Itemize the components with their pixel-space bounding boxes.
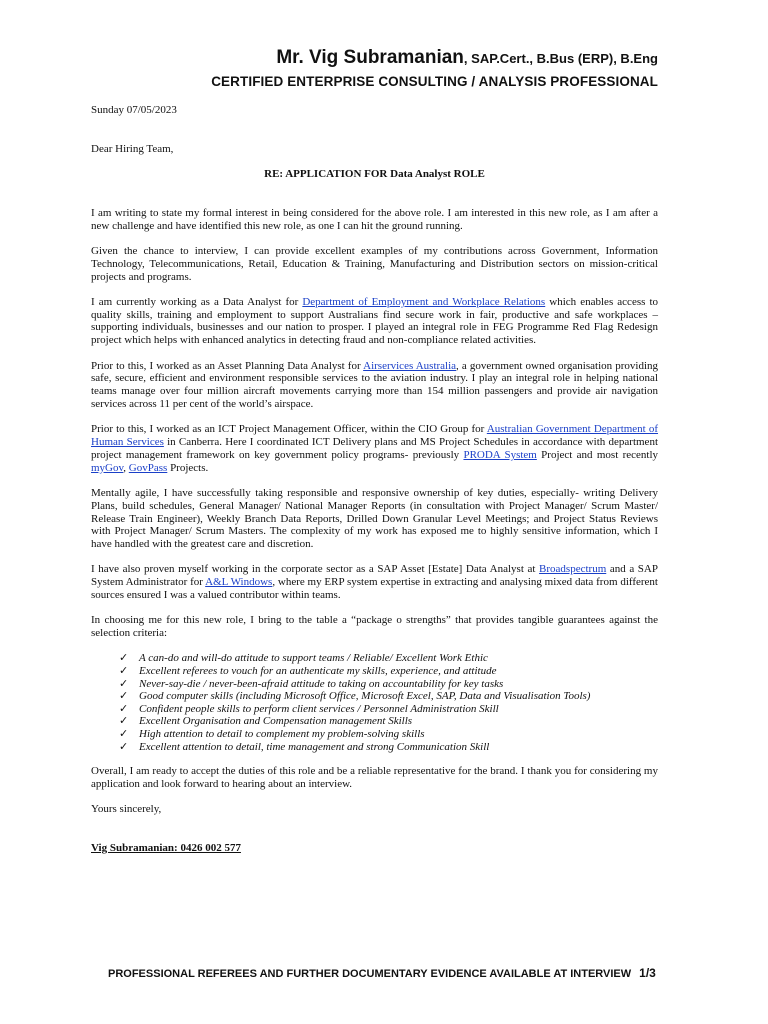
checkmark-icon: ✓: [119, 702, 129, 715]
strength-text: Never-say-die / never-been-afraid attitude to taking on accountability for key tasks: [139, 677, 504, 690]
link-human-services[interactable]: Australian Government Department of Human Services: [91, 423, 659, 449]
strength-text: Good computer skills (including Microsoft Office, Microsoft Excel, SAP, Data and Visualisation Tools): [139, 690, 591, 703]
text-run: Prior to this, I worked as an ICT Project Management Officer, within the CIO Group for: [91, 423, 487, 436]
list-item: [119, 715, 658, 728]
re-line: RE: APPLICATION FOR Data Analyst ROLE: [264, 168, 485, 181]
link-proda[interactable]: PRODA System: [463, 448, 537, 461]
page-footer: [108, 966, 656, 980]
list-item: [119, 690, 658, 703]
text-run: , a government owned organisation providing safe, secure, efficient and environment responsible services to the aviation industry. I play an integral role in helping national teams manage over four million aircraft movements carrying more than 154 million passengers and provide air navigation services across 11 per cent of the world’s airspace.: [91, 359, 658, 410]
text-run: Project and most recently: [536, 448, 659, 461]
paragraph-corporate: [91, 563, 658, 601]
strengths-list: [91, 652, 658, 753]
text-run: I have also proven myself working in the corporate sector as a SAP Asset [Estate] Data Analyst at: [91, 563, 540, 576]
text-run: Prior to this, I worked as an Asset Planning Data Analyst for: [91, 359, 364, 372]
strength-text: Excellent Organisation and Compensation management Skills: [139, 715, 413, 728]
list-item: [119, 741, 658, 754]
list-item: [119, 678, 658, 691]
letter-body: [91, 104, 658, 867]
checkmark-icon: ✓: [119, 740, 129, 753]
paragraph-intro: I am writing to state my formal interest in being considered for the above role. I am interested in this new role, as I am after a new challenge and have identified this new role, as one I can hit the ground running.: [91, 206, 658, 232]
paragraph-closing-statement: Overall, I am ready to accept the duties of this role and be a reliable representative for the brand. I thank you for considering my application and look forward to hearing about an interview.: [91, 765, 658, 790]
letterhead-name-line: [211, 46, 658, 71]
checkmark-icon: ✓: [119, 665, 129, 677]
applicant-name: Mr. Vig Subramanian: [276, 47, 464, 68]
strength-text: Excellent referees to vouch for an authenticate my skills, experience, and attitude: [139, 665, 497, 677]
signature: Vig Subramanian: 0426 002 577: [91, 842, 241, 855]
strength-text: A can-do and will-do attitude to support teams / Reliable/ Excellent Work Ethic: [139, 652, 488, 665]
page-number: 1/3: [639, 966, 656, 980]
list-item: [119, 728, 658, 741]
checkmark-icon: ✓: [119, 677, 129, 690]
text-run: which enables access to quality skills, training and employment to support Australians find secure work in fair, productive and safe workplaces – supporting individuals, businesses and our nation to prosper. I played an integral role in FEG Programme Red Flag Redesign project which helps with enhanced analytics in detecting fraud and non-compliance related activities.: [91, 295, 659, 347]
link-al-windows[interactable]: A&L Windows: [205, 576, 273, 589]
paragraph-airservices: [91, 360, 658, 411]
link-govpass[interactable]: GovPass: [128, 461, 168, 474]
text-run: Projects.: [167, 461, 209, 474]
text-run: in Canberra. Here I coordinated ICT Delivery plans and MS Project Schedules in accordance with department project management framework on key government policy programs- previously: [91, 436, 658, 461]
letter-date: Sunday 07/05/2023: [91, 104, 177, 116]
closing: Yours sincerely,: [91, 803, 162, 816]
checkmark-icon: ✓: [119, 690, 129, 703]
checkmark-icon: ✓: [119, 652, 129, 665]
applicant-credentials: , SAP.Cert., B.Bus (ERP), B.Eng: [463, 51, 658, 66]
link-broadspectrum[interactable]: Broadspectrum: [539, 563, 607, 576]
letterhead: [211, 46, 658, 89]
list-item: [119, 652, 658, 665]
strength-text: Confident people skills to perform client services / Personnel Administration Skill: [139, 702, 499, 715]
link-mygov[interactable]: myGov: [91, 461, 124, 474]
link-airservices[interactable]: Airservices Australia: [363, 359, 457, 372]
list-item: [119, 703, 658, 716]
text-run: I am currently working as a Data Analyst for: [91, 295, 303, 308]
text-run: and a SAP System Administrator for: [91, 563, 658, 589]
paragraph-mentally-agile: Mentally agile, I have successfully taking responsible and responsive ownership of key duties, especially- writing Delivery Plans, build schedules, General Manager/ National Manager Reports (in consultation with Project Manager/ Scrum Master/ Release Train Engineer), Weekly Branch Data Reports, Drilled Down Granular Level Meetings; and Project Status Reviews with Project Manager/ Scrum Masters. The complexity of my work has exposed me to highly sensitive information, which I have handled with the greatest care and discretion.: [91, 486, 658, 551]
checkmark-icon: ✓: [119, 727, 129, 740]
footer-text: PROFESSIONAL REFEREES AND FURTHER DOCUMENTARY EVIDENCE AVAILABLE AT INTERVIEW: [108, 968, 632, 980]
strength-text: High attention to detail to complement my problem-solving skills: [139, 727, 425, 740]
paragraph-current-role: [91, 296, 658, 347]
link-dewr[interactable]: Department of Employment and Workplace Relations: [302, 295, 546, 308]
paragraph-experience-sectors: Given the chance to interview, I can provide excellent examples of my contributions across Government, Information Technology, Telecommunications, Retail, Education & Training, Manufacturing and Distribution sectors on mission-critical projects and programs.: [91, 244, 658, 283]
paragraph-human-services: [91, 423, 658, 474]
paragraph-strengths-intro: In choosing me for this new role, I bring to the table a “package o strengths” that provides tangible guarantees against the selection criteria:: [91, 614, 658, 640]
strength-text: Excellent attention to detail, time management and strong Communication Skill: [139, 740, 490, 753]
list-item: [119, 665, 658, 678]
text-run: , where my ERP system expertise in extracting and analysing mixed data from different sources ensured I was a valued contributor within teams.: [91, 576, 658, 602]
checkmark-icon: ✓: [119, 715, 129, 728]
professional-title: CERTIFIED ENTERPRISE CONSULTING / ANALYSIS PROFESSIONAL: [211, 74, 658, 89]
text-run: ,: [123, 461, 129, 474]
salutation: Dear Hiring Team,: [91, 142, 174, 155]
